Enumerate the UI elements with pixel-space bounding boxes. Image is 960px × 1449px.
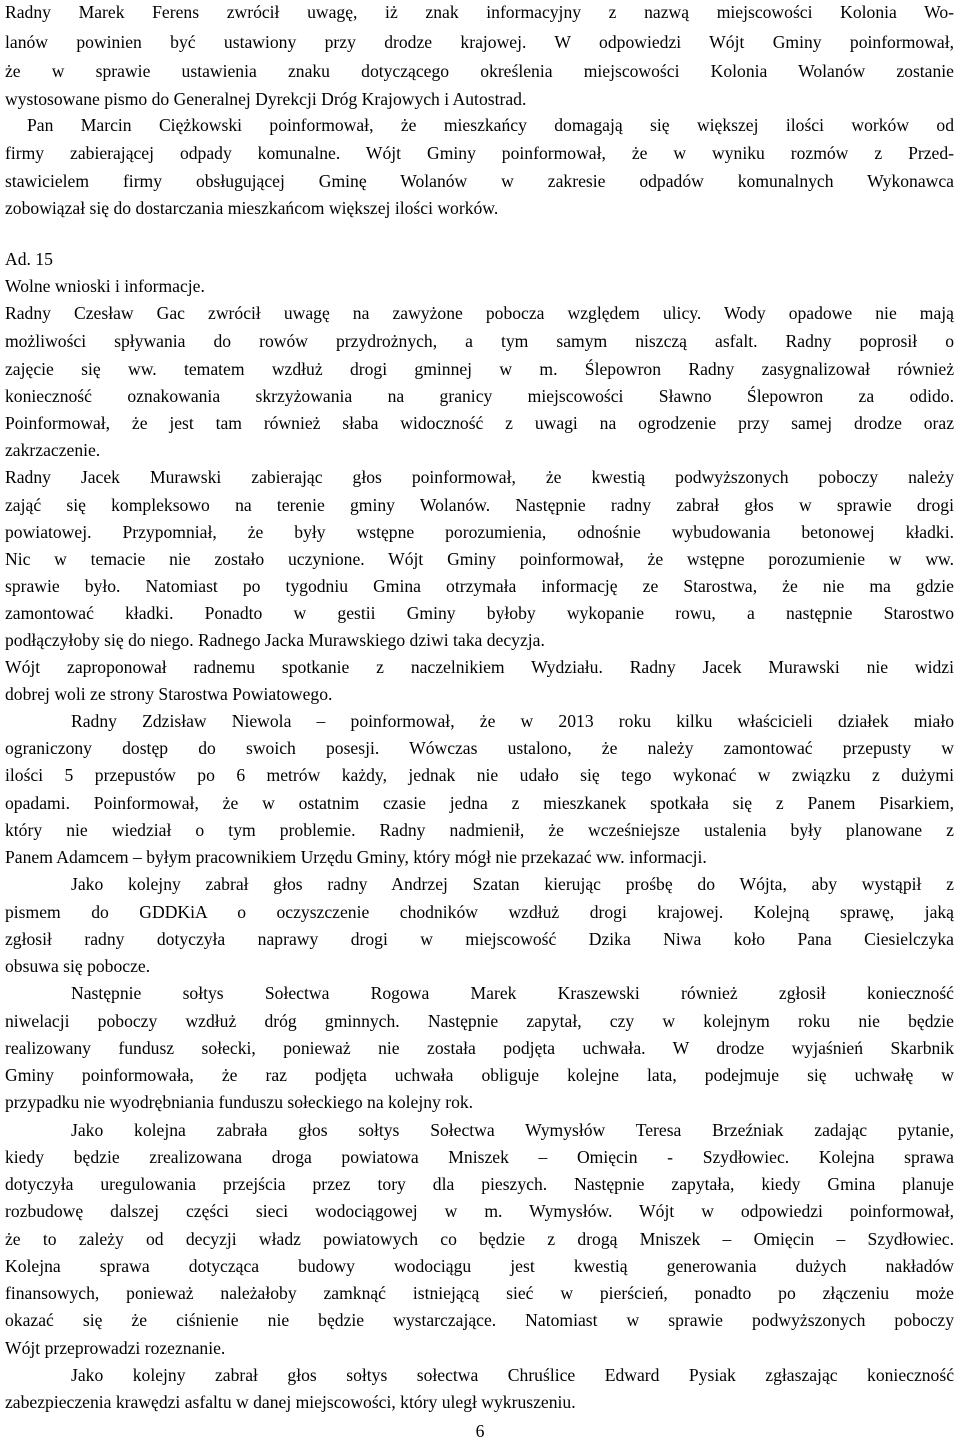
text-line: możliwości spływania do rowów przydrożnych, a tym samym niszczą asfalt. Radny poprosił o bbox=[5, 331, 954, 351]
text-line: zamontować kładki. Ponadto w gestii Gminy byłoby wykopanie rowu, a następnie Starostwo bbox=[5, 603, 954, 623]
text-line: Gminy poinformowała, że raz podjęta uchwała obliguje kolejne lata, podejmuje się uchwałę w bbox=[5, 1065, 954, 1085]
text-line: Radny Zdzisław Niewola – poinformował, że w 2013 roku kilku właścicieli działek miało bbox=[71, 711, 954, 731]
text-line: Poinformował, że jest tam również słaba widoczność z uwagi na ogrodzenie przy samej drodze oraz bbox=[5, 413, 954, 433]
text-line: Radny Marek Ferens zwrócił uwagę, iż znak informacyjny z nazwą miejscowości Kolonia Wo- bbox=[5, 2, 954, 22]
text-line: finansowych, ponieważ należałoby zamknąć istniejącą sieć w pierścień, ponadto po złączeniu może bbox=[5, 1283, 954, 1303]
text-line: wystosowane pismo do Generalnej Dyrekcji Dróg Krajowych i Autostrad. bbox=[5, 89, 527, 109]
text-line: okazać się że ciśnienie nie będzie wystarczające. Natomiast w sprawie podwyższonych poboczy bbox=[5, 1310, 954, 1330]
text-line: niwelacji poboczy wzdłuż dróg gminnych. Następnie zapytał, czy w kolejnym roku nie będzie bbox=[5, 1011, 954, 1031]
text-line: zobowiązał się do dostarczania mieszkańcom większej ilości worków. bbox=[5, 198, 499, 218]
text-line: dotyczyła uregulowania przejścia przez tory dla pieszych. Następnie zapytała, kiedy Gmina planuje bbox=[5, 1174, 954, 1194]
text-line: zajęcie się ww. tematem wzdłuż drogi gminnej w m. Ślepowron Radny zasygnalizował również bbox=[5, 359, 954, 379]
text-line: który nie wiedział o tym problemie. Radny nadmienił, że wcześniejsze ustalenia były planowane z bbox=[5, 820, 954, 840]
text-line: dobrej woli ze strony Starostwa Powiatowego. bbox=[5, 684, 333, 704]
text-line: zabezpieczenia krawędzi asfaltu w danej miejscowości, który uległ wykruszeniu. bbox=[5, 1392, 576, 1412]
text-line: Jako kolejna zabrała głos sołtys Sołectwa Wymysłów Teresa Brzeźniak zadając pytanie, bbox=[71, 1120, 954, 1140]
text-line: Pan Marcin Ciężkowski poinformował, że mieszkańcy domagają się większej ilości worków od bbox=[27, 115, 954, 135]
text-line: Panem Adamcem – byłym pracownikiem Urzędu Gminy, który mógł nie przekazać ww. informacji. bbox=[5, 847, 707, 867]
text-line: kiedy będzie zrealizowana droga powiatowa Mniszek – Omięcin - Szydłowiec. Kolejna sprawa bbox=[5, 1147, 954, 1167]
text-line: że to zależy od decyzji władz powiatowych co będzie z drogą Mniszek – Omięcin – Szydłowiec. bbox=[5, 1229, 954, 1249]
text-line: obsuwa się pobocze. bbox=[5, 956, 151, 976]
text-line: ilości 5 przepustów po 6 metrów każdy, jednak nie udało się tego wykonać w związku z dużymi bbox=[5, 765, 954, 785]
text-line: Jako kolejny zabrał głos radny Andrzej Szatan kierując prośbę do Wójta, aby wystąpił z bbox=[71, 874, 954, 894]
text-line: opadami. Poinformował, że w ostatnim czasie jedna z mieszkanek spotkała się z Panem Pisarkiem, bbox=[5, 793, 954, 813]
text-line: Następnie sołtys Sołectwa Rogowa Marek Kraszewski również zgłosił konieczność bbox=[71, 983, 954, 1003]
text-line: realizowany fundusz sołecki, ponieważ nie została podjęta uchwała. W drodze wyjaśnień Skarbnik bbox=[5, 1038, 954, 1058]
section-heading: Ad. 15 bbox=[5, 249, 53, 269]
text-line: rozbudowę dalszej części sieci wodociągowej w m. Wymysłów. Wójt w odpowiedzi poinformował, bbox=[5, 1201, 954, 1221]
section-title: Wolne wnioski i informacje. bbox=[5, 276, 205, 296]
text-line: Nic w temacie nie zostało uczynione. Wójt Gminy poinformował, że wstępne porozumienie w ww. bbox=[5, 549, 954, 569]
text-line: zakrzaczenie. bbox=[5, 440, 101, 460]
text-line: że w sprawie ustawienia znaku dotyczącego określenia miejscowości Kolonia Wolanów zostanie bbox=[5, 61, 954, 81]
text-line: pismem do GDDKiA o oczyszczenie chodników wzdłuż drogi krajowej. Kolejną sprawę, jaką bbox=[5, 902, 954, 922]
text-line: lanów powinien być ustawiony przy drodze krajowej. W odpowiedzi Wójt Gminy poinformował, bbox=[5, 32, 954, 52]
text-line: Radny Jacek Murawski zabierając głos poinformował, że kwestią podwyższonych poboczy należy bbox=[5, 467, 954, 487]
text-line: sprawie było. Natomiast po tygodniu Gmina otrzymała informację ze Starostwa, że nie ma gdzie bbox=[5, 576, 954, 596]
text-line: powiatowej. Przypomniał, że były wstępne porozumienia, odnośnie wybudowania betonowej kładki. bbox=[5, 522, 954, 542]
text-line: firmy zabierającej odpady komunalne. Wójt Gminy poinformował, że w wyniku rozmów z Przed- bbox=[5, 143, 954, 163]
text-line: Wójt zaproponował radnemu spotkanie z naczelnikiem Wydziału. Radny Jacek Murawski nie widzi bbox=[5, 657, 954, 677]
text-line: Jako kolejny zabrał głos sołtys sołectwa Chruślice Edward Pysiak zgłaszając konieczność bbox=[71, 1365, 954, 1385]
text-line: ograniczony dostęp do swoich posesji. Wówczas ustalono, że należy zamontować przepusty w bbox=[5, 738, 954, 758]
page-number: 6 bbox=[475, 1421, 485, 1441]
text-line: Kolejna sprawa dotycząca budowy wodociągu jest kwestią generowania dużych nakładów bbox=[5, 1256, 954, 1276]
text-line: podłączyłoby się do niego. Radnego Jacka Murawskiego dziwi taka decyzja. bbox=[5, 630, 545, 650]
text-line: Radny Czesław Gac zwrócił uwagę na zawyżone pobocza względem ulicy. Wody opadowe nie mają bbox=[5, 303, 954, 323]
text-line: stawicielem firmy obsługującej Gminę Wolanów w zakresie odpadów komunalnych Wykonawca bbox=[5, 171, 954, 191]
text-line: zgłosił radny dotyczyła naprawy drogi w miejscowość Dzika Niwa koło Pana Ciesielczyka bbox=[5, 929, 954, 949]
text-line: Wójt przeprowadzi rozeznanie. bbox=[5, 1338, 226, 1358]
text-line: przypadku nie wyodrębniania funduszu sołeckiego na kolejny rok. bbox=[5, 1092, 474, 1112]
text-line: konieczność oznakowania skrzyżowania na granicy miejscowości Sławno Ślepowron za odido. bbox=[5, 386, 954, 406]
text-line: zająć się kompleksowo na terenie gminy Wolanów. Następnie radny zabrał głos w sprawie drogi bbox=[5, 495, 954, 515]
